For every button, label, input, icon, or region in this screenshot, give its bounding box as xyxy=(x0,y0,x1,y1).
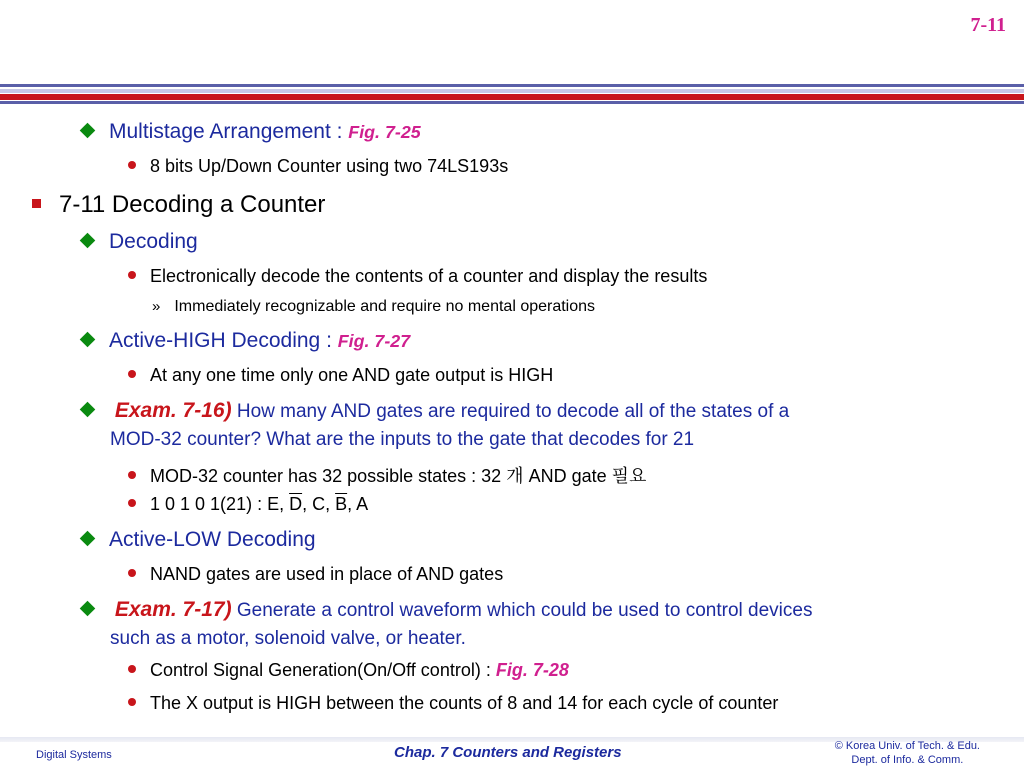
footer-chapter: Chap. 7 Counters and Registers xyxy=(394,744,622,761)
bullet-text: Electronically decode the contents of a counter and display the results xyxy=(150,266,708,286)
bullet-text: Active-HIGH Decoding : xyxy=(109,329,338,352)
bullet-text: Immediately recognizable and require no mental operations xyxy=(174,298,596,315)
example-text: How many AND gates are required to decode all of the states of a xyxy=(231,401,790,422)
section-title: 7-11 Decoding a Counter xyxy=(59,191,326,218)
example-label: Exam. 7-17) xyxy=(114,598,232,621)
bullet-text: 8 bits Up/Down Counter using two 74LS193s xyxy=(150,156,509,176)
dot-bullet-icon xyxy=(128,370,136,378)
bullet-active-low xyxy=(82,528,316,552)
page-number: 7-11 xyxy=(970,14,1006,36)
dot-bullet-icon xyxy=(128,471,136,479)
footer-copyright-line2: Dept. of Info. & Comm. xyxy=(851,754,964,766)
bullet-decoding-subsub xyxy=(152,298,596,316)
figure-reference: Fig. 7-28 xyxy=(495,660,569,680)
bullet-text-prefix: 1 0 1 0 1(21) : E, xyxy=(150,494,290,514)
bullet-exam16-sub2 xyxy=(128,494,368,515)
bullet-text: Multistage Arrangement : xyxy=(109,120,349,143)
diamond-bullet-icon xyxy=(80,233,96,249)
square-bullet-icon xyxy=(32,199,41,208)
complement-d: $\overline{D}$ xyxy=(289,494,303,514)
bullet-exam17 xyxy=(82,598,812,622)
double-chevron-icon: » xyxy=(152,298,161,315)
bullet-text: The X output is HIGH between the counts of 8 and 14 for each cycle of counter xyxy=(150,693,779,713)
bullet-text-suffix: , A xyxy=(347,494,369,514)
footer-copyright xyxy=(835,739,980,767)
footer-copyright-line1: © Korea Univ. of Tech. & Edu. xyxy=(834,740,980,752)
dot-bullet-icon xyxy=(128,698,136,706)
complement-b: $\overline{B}$ xyxy=(335,494,348,514)
bullet-text: Active-LOW Decoding xyxy=(109,528,316,551)
bullet-text-mid: , C, xyxy=(302,494,336,514)
exam17-continuation: such as a motor, solenoid valve, or heater. xyxy=(110,628,466,649)
dot-bullet-icon xyxy=(128,161,136,169)
example-label: Exam. 7-16) xyxy=(114,399,232,422)
bullet-text: At any one time only one AND gate output is HIGH xyxy=(150,365,554,385)
dot-bullet-icon xyxy=(128,499,136,507)
footer-course: Digital Systems xyxy=(36,749,112,761)
figure-reference: Fig. 7-27 xyxy=(337,331,411,351)
bullet-text: MOD-32 counter has 32 possible states : 32 개 AND gate 필요 xyxy=(150,466,647,486)
example-text: Generate a control waveform which could be used to control devices xyxy=(231,600,813,621)
bullet-exam17-sub1 xyxy=(128,660,569,681)
bullet-decoding-sub xyxy=(128,266,707,287)
dot-bullet-icon xyxy=(128,271,136,279)
bullet-text: Decoding xyxy=(109,230,198,253)
figure-reference: Fig. 7-25 xyxy=(348,122,421,142)
bullet-active-high xyxy=(82,329,410,353)
diamond-bullet-icon xyxy=(80,601,96,617)
dot-bullet-icon xyxy=(128,665,136,673)
bullet-active-high-sub xyxy=(128,365,553,386)
diamond-bullet-icon xyxy=(80,123,96,139)
exam16-continuation: MOD-32 counter? What are the inputs to the gate that decodes for 21 xyxy=(110,429,695,450)
bullet-multistage xyxy=(82,120,421,144)
dot-bullet-icon xyxy=(128,569,136,577)
bullet-exam16 xyxy=(82,399,789,423)
bullet-text: NAND gates are used in place of AND gates xyxy=(150,564,504,584)
bullet-exam16-sub1 xyxy=(128,462,646,488)
bullet-active-low-sub xyxy=(128,564,503,585)
diamond-bullet-icon xyxy=(80,402,96,418)
bullet-decoding xyxy=(82,230,198,254)
diamond-bullet-icon xyxy=(80,332,96,348)
bullet-text: Control Signal Generation(On/Off control) : xyxy=(150,660,496,680)
diamond-bullet-icon xyxy=(80,531,96,547)
bullet-multistage-sub xyxy=(128,156,508,177)
section-heading xyxy=(60,191,325,219)
bullet-exam17-sub2 xyxy=(128,693,778,714)
